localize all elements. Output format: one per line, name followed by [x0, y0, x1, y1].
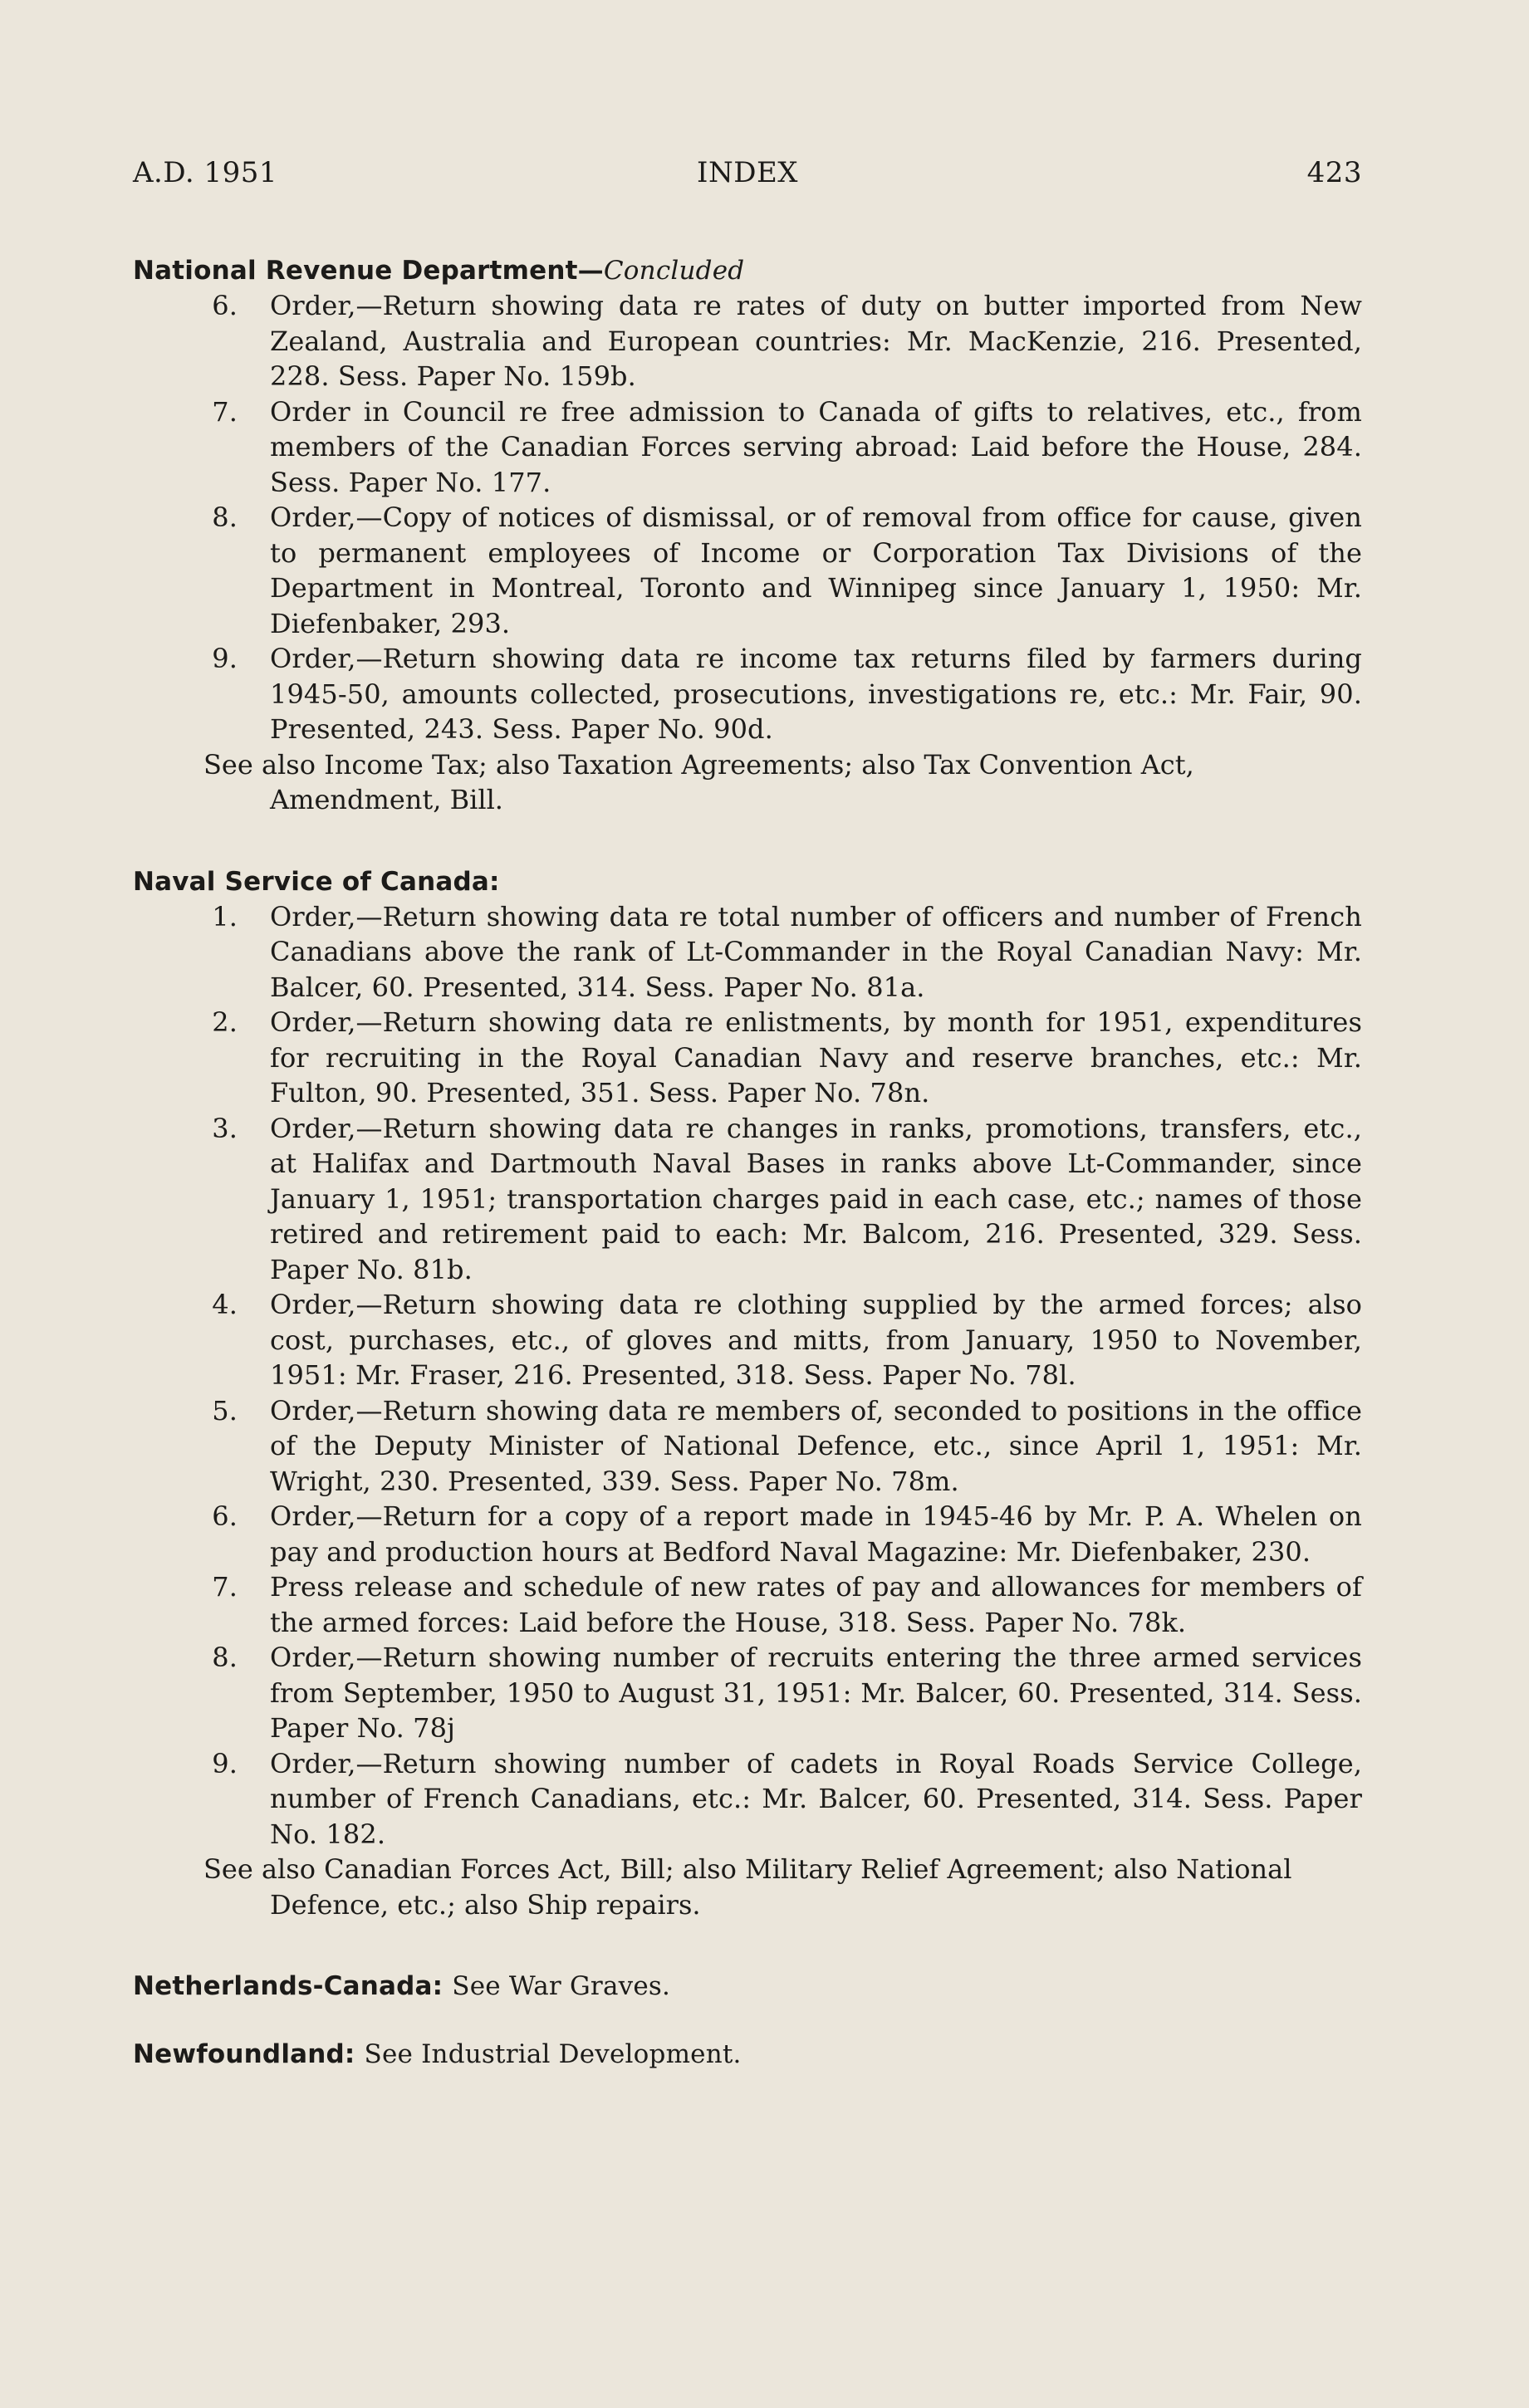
- index-entry: [133, 1111, 1362, 1288]
- cross-reference: See War Graves.: [452, 1971, 671, 2001]
- entry-number: 5.: [212, 1394, 238, 1427]
- entry-number: 3.: [212, 1112, 238, 1144]
- header-year: A.D. 1951: [133, 156, 278, 189]
- entry-text: Order,—Return showing data re changes in ranks, promotions, transfers, etc., at Halifax and Dartmouth Naval Bases in ranks above Lt-Commander, since January 1, 1951; transportation charges paid in each case, etc.; names of those retired and retirement paid to each: Mr. Balcom, 216. Presented, 329. Sess. Paper No. 81b.: [270, 1112, 1362, 1285]
- index-entry: [133, 1640, 1362, 1746]
- index-entry: [133, 1746, 1362, 1852]
- index-entry: [133, 1499, 1362, 1569]
- entry-text: Press release and schedule of new rates of pay and allowances for members of the armed forces: Laid before the House, 318. Sess. Paper No. 78k.: [270, 1571, 1362, 1638]
- entry-number: 1.: [212, 900, 238, 932]
- index-entry: [133, 1569, 1362, 1640]
- entry-number: 7.: [212, 1571, 238, 1603]
- index-entry: [133, 1005, 1362, 1111]
- entry-number: 8.: [212, 1642, 238, 1673]
- cross-reference: See Industrial Development.: [364, 2039, 742, 2069]
- entry-text: Order,—Return showing data re total number of officers and number of French Canadians above the rank of Lt-Commander in the Royal Canadian Navy: Mr. Balcer, 60. Presented, 314. Sess. Paper No. 81a.: [270, 900, 1362, 1003]
- entry-text: Order,—Return showing data re enlistments, by month for 1951, expenditures for recruiting in the Royal Canadian Navy and reserve branches, etc.: Mr. Fulton, 90. Presented, 351. Sess. Paper No. 78n.: [270, 1006, 1362, 1109]
- entry-text: Order,—Return showing number of recruits entering the three armed services from September, 1950 to August 31, 1951: Mr. Balcer, 60. Presented, 314. Sess. Paper No. 78j: [270, 1642, 1362, 1744]
- index-content: [133, 253, 1362, 2072]
- entry-text: Order,—Return showing data re income tax returns filed by farmers during 1945-50, amounts collected, prosecutions, investigations re, etc.: Mr. Fair, 90. Presented, 243. Sess. Paper No. 90d.: [270, 643, 1362, 745]
- section-heading-text: Newfoundland:: [133, 2039, 355, 2069]
- header-title: INDEX: [697, 156, 798, 189]
- entry-number: 6.: [212, 1500, 238, 1532]
- section-heading-netherlands-canada: [133, 1969, 1362, 2004]
- entry-number: 4.: [212, 1289, 238, 1320]
- section-heading-text: Netherlands-Canada:: [133, 1971, 444, 2001]
- entry-text: Order,—Return showing data re clothing supplied by the armed forces; also cost, purchases, etc., of gloves and mitts, from January, 1950 to November, 1951: Mr. Fraser, 216. Presented, 318. Sess. Paper No. 78l.: [270, 1289, 1362, 1391]
- section-heading-newfoundland: [133, 2037, 1362, 2072]
- entry-text: Order,—Return showing data re members of, seconded to positions in the office of the Deputy Minister of National Defence, etc., since April 1, 1951: Mr. Wright, 230. Presented, 339. Sess. Paper No. 78m.: [270, 1394, 1362, 1497]
- section-heading-national-revenue: [133, 253, 1362, 288]
- entry-text: Order,—Copy of notices of dismissal, or of removal from office for cause, given to permanent employees of Income or Corporation Tax Divisions of the Department in Montreal, Toronto and Winnipeg since January 1, 1950: Mr. Diefenbaker, 293.: [270, 502, 1362, 639]
- entry-number: 9.: [212, 1747, 238, 1779]
- section-heading-naval-service: Naval Service of Canada:: [133, 866, 500, 897]
- index-entry: [133, 899, 1362, 1006]
- index-entry: [133, 394, 1362, 501]
- page-number: 423: [1306, 156, 1362, 189]
- entry-text: Order,—Return showing data re rates of duty on butter imported from New Zealand, Australia and European countries: Mr. MacKenzie, 216. Presented, 228. Sess. Paper No. 159b.: [270, 290, 1362, 392]
- index-entry: [133, 641, 1362, 747]
- entry-number: 6.: [212, 290, 238, 321]
- index-entry: [133, 1393, 1362, 1500]
- running-head: [133, 156, 1362, 199]
- entry-text: Order,—Return for a copy of a report made in 1945-46 by Mr. P. A. Whelen on pay and production hours at Bedford Naval Magazine: Mr. Diefenbaker, 230.: [270, 1500, 1362, 1568]
- section-heading-continuation: Concluded: [603, 256, 745, 286]
- entry-number: 7.: [212, 395, 238, 428]
- entry-text: Order in Council re free admission to Canada of gifts to relatives, etc., from members of the Canadian Forces serving abroad: Laid before the House, 284. Sess. Paper No. 177.: [270, 395, 1362, 498]
- index-entry: [133, 1287, 1362, 1393]
- index-entry: [133, 288, 1362, 394]
- index-entry: [133, 500, 1362, 641]
- entry-number: 9.: [212, 643, 238, 674]
- entry-text: Order,—Return showing number of cadets in Royal Roads Service College, number of French Canadians, etc.: Mr. Balcer, 60. Presented, 314. Sess. Paper No. 182.: [270, 1747, 1362, 1850]
- entry-number: 8.: [212, 502, 238, 533]
- see-also-reference: See also Canadian Forces Act, Bill; also Military Relief Agreement; also National Defence, etc.; also Ship repairs.: [203, 1853, 1292, 1921]
- entry-number: 2.: [212, 1006, 238, 1038]
- see-also-reference: See also Income Tax; also Taxation Agreements; also Tax Convention Act, Amendment, Bill.: [203, 748, 1194, 815]
- section-heading-text: National Revenue Department—: [133, 256, 604, 286]
